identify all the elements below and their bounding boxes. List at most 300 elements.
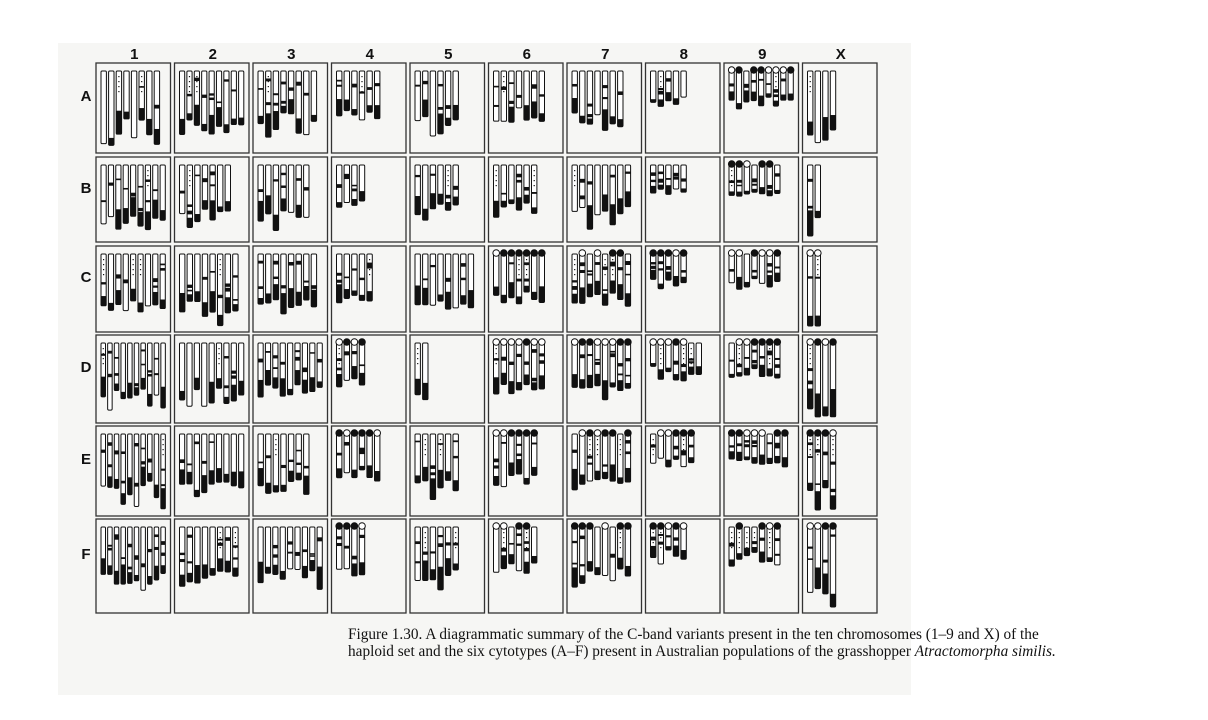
- row-label-c: C: [80, 269, 92, 286]
- chromosome: [423, 343, 428, 400]
- chromosome: [139, 71, 144, 120]
- chromosome: [572, 254, 577, 303]
- chromosome: [337, 165, 342, 207]
- chromosome: [807, 339, 814, 409]
- chromosome: [736, 523, 743, 560]
- chromosome: [775, 165, 780, 193]
- chromosome: [134, 434, 139, 506]
- chromosome: [729, 527, 734, 566]
- chromosome: [415, 527, 420, 581]
- cell-a-x: [803, 63, 878, 153]
- chromosome: [148, 343, 153, 406]
- chromosome: [580, 165, 585, 208]
- chromosome: [532, 165, 537, 213]
- chromosome: [430, 71, 435, 136]
- chromosome: [415, 165, 420, 215]
- chromosome: [666, 71, 671, 101]
- chromosome: [468, 254, 473, 308]
- chromosome: [195, 527, 200, 583]
- chromosome: [359, 165, 364, 201]
- chromosome: [210, 254, 215, 312]
- cell-a-2: [175, 63, 250, 153]
- chromosome: [121, 343, 126, 399]
- chromosome: [266, 254, 271, 303]
- chromosome: [617, 250, 624, 300]
- cell-f-9: [724, 519, 799, 613]
- chromosome: [493, 250, 500, 296]
- chromosome: [180, 71, 185, 134]
- chromosome: [445, 527, 450, 576]
- chromosome: [728, 67, 734, 100]
- chromosome: [673, 339, 680, 380]
- chromosome: [296, 165, 301, 217]
- cell-e-2: [175, 426, 250, 516]
- chromosome: [123, 165, 128, 223]
- chromosome: [501, 523, 508, 569]
- chromosome: [516, 523, 523, 571]
- chromosome: [822, 523, 829, 594]
- chromosome: [808, 165, 813, 236]
- chromosome: [766, 523, 773, 562]
- chromosome: [602, 430, 609, 479]
- chromosome: [651, 165, 656, 193]
- chromosome: [344, 165, 349, 203]
- chromosome: [773, 67, 779, 106]
- chromosome: [516, 165, 521, 210]
- cell-d-5: [410, 335, 485, 423]
- chromosome: [807, 430, 814, 491]
- cell-e-4: [332, 426, 407, 516]
- chromosome: [618, 165, 623, 214]
- chromosome: [758, 67, 764, 106]
- chromosome: [587, 71, 592, 124]
- chromosome: [430, 254, 435, 305]
- chromosome: [744, 527, 749, 556]
- chromosome: [658, 71, 663, 106]
- chromosome: [273, 71, 278, 130]
- chromosome: [128, 434, 133, 495]
- chromosome: [680, 250, 687, 283]
- chromosome: [281, 434, 286, 491]
- chromosome: [516, 430, 523, 474]
- chromosome: [180, 434, 185, 484]
- chromosome: [202, 434, 207, 493]
- chromosome: [696, 343, 701, 374]
- cell-f-4: [332, 519, 407, 613]
- chromosome: [650, 339, 657, 367]
- chromosome: [438, 165, 443, 204]
- chromosome: [351, 523, 358, 576]
- chromosome: [344, 71, 349, 111]
- chromosome: [194, 71, 199, 125]
- chromosome: [121, 434, 126, 504]
- chromosome: [352, 165, 357, 205]
- chromosome: [524, 165, 529, 203]
- chromosome: [736, 67, 742, 109]
- chromosome: [774, 250, 781, 282]
- cell-b-5: [410, 157, 485, 242]
- chromosome: [145, 165, 150, 230]
- chromosome: [501, 165, 506, 207]
- chromosome: [523, 339, 530, 385]
- chromosome: [509, 527, 514, 564]
- chromosome: [317, 343, 322, 387]
- cell-d-9: [724, 335, 799, 423]
- chromosome: [109, 71, 114, 145]
- chromosome: [830, 430, 837, 510]
- chromosome: [344, 254, 349, 298]
- cell-a-9: [724, 63, 799, 153]
- chromosome: [516, 339, 523, 390]
- chromosome: [744, 161, 751, 194]
- chromosome: [665, 339, 672, 372]
- chromosome: [453, 71, 458, 120]
- chromosome: [311, 254, 316, 307]
- chromosome: [516, 250, 523, 304]
- cell-e-x: [803, 426, 878, 516]
- chromosome: [359, 254, 364, 300]
- chromosome: [209, 71, 214, 134]
- chromosome: [759, 161, 766, 194]
- chromosome: [453, 165, 458, 205]
- chromosome: [666, 165, 671, 194]
- chromosome: [673, 71, 678, 104]
- chromosome: [280, 343, 285, 396]
- chromosome: [154, 343, 159, 395]
- chromosome: [759, 430, 766, 465]
- chromosome: [281, 254, 286, 314]
- chromosome: [609, 250, 616, 293]
- chromosome: [141, 527, 146, 590]
- chromosome: [153, 254, 158, 305]
- chromosome: [509, 165, 514, 204]
- chromosome: [651, 71, 656, 102]
- chromosome: [266, 71, 271, 137]
- column-label-8: 8: [679, 46, 688, 63]
- chromosome: [296, 71, 301, 133]
- chromosome: [131, 254, 136, 301]
- chromosome: [225, 527, 230, 572]
- chromosome: [579, 339, 586, 388]
- cell-a-7: [567, 63, 642, 153]
- chromosome: [101, 434, 106, 486]
- chromosome: [744, 71, 749, 102]
- cell-d-1: [96, 335, 171, 423]
- cell-b-3: [253, 157, 328, 242]
- chromosome: [216, 434, 221, 482]
- chromosome: [461, 254, 466, 304]
- chromosome: [124, 71, 129, 119]
- chromosome: [160, 254, 165, 309]
- chromosome: [673, 165, 678, 189]
- chromosome: [774, 339, 781, 378]
- cell-a-3: [253, 63, 328, 153]
- chromosome: [751, 430, 758, 463]
- chromosome: [494, 165, 499, 217]
- chromosome: [759, 523, 766, 562]
- chromosome: [415, 434, 420, 483]
- chromosome: [344, 430, 351, 473]
- chromosome: [273, 165, 278, 230]
- chromosome: [134, 527, 139, 581]
- chromosome: [224, 71, 229, 133]
- chromosome: [224, 343, 229, 403]
- chromosome: [180, 527, 185, 586]
- chromosome: [145, 254, 150, 306]
- chromosome: [187, 254, 192, 301]
- chromosome: [101, 343, 106, 397]
- chromosome: [101, 254, 106, 306]
- chromosome: [587, 165, 592, 229]
- chromosome: [736, 339, 743, 376]
- chromosome: [114, 343, 119, 391]
- chromosome: [650, 250, 657, 280]
- figure-caption: [348, 626, 1208, 660]
- row-label-b: B: [80, 179, 92, 197]
- chromosome: [618, 434, 623, 483]
- chromosome: [225, 165, 230, 211]
- chromosome: [337, 254, 342, 303]
- chromosome: [572, 434, 577, 490]
- chromosome: [187, 343, 192, 406]
- cell-b-9: [724, 157, 799, 242]
- column-label-5: 5: [444, 46, 453, 63]
- chromosome: [128, 527, 133, 583]
- chromosome: [751, 67, 757, 101]
- chromosome: [180, 254, 185, 312]
- chromosome: [625, 254, 630, 306]
- chromosome: [572, 165, 577, 211]
- chromosome: [493, 339, 500, 394]
- chromosome: [296, 254, 301, 305]
- chromosome: [288, 527, 293, 569]
- chromosome: [752, 527, 757, 552]
- chromosome: [304, 165, 309, 217]
- chromosome: [311, 71, 316, 121]
- chromosome: [108, 343, 113, 410]
- chromosome: [280, 527, 285, 579]
- chromosome: [602, 254, 607, 305]
- chromosome: [595, 165, 600, 215]
- chromosome: [751, 339, 758, 369]
- chromosome: [160, 165, 165, 220]
- chromosome: [302, 343, 307, 393]
- chromosome: [587, 430, 594, 481]
- chromosome: [625, 339, 632, 389]
- cell-c-2: [175, 246, 250, 332]
- chromosome: [532, 527, 537, 563]
- chromosome: [595, 71, 600, 115]
- cell-e-8: [646, 426, 721, 516]
- chromosome: [233, 527, 238, 576]
- chromosome: [374, 430, 381, 481]
- chromosome: [187, 527, 192, 582]
- chromosome: [138, 165, 143, 226]
- chromosome: [121, 527, 126, 584]
- cell-f-6: [489, 519, 564, 613]
- chromosome: [295, 527, 300, 569]
- chromosome: [231, 343, 236, 401]
- chromosome: [116, 71, 121, 134]
- chromosome: [508, 339, 515, 394]
- chromosome: [822, 339, 829, 416]
- chromosome: [359, 430, 366, 470]
- caption-line-2-text: haploid set and the six cytotypes (A–F) present in Australian populations of the grasshopper: [348, 643, 915, 660]
- chromosome: [194, 434, 199, 497]
- chromosome: [602, 339, 609, 400]
- chromosome: [288, 343, 293, 395]
- chromosome: [736, 161, 743, 196]
- chromosome: [101, 527, 106, 574]
- chromosome: [202, 254, 207, 316]
- chromosome: [141, 343, 146, 389]
- chromosome: [625, 523, 632, 576]
- chromosome: [216, 71, 221, 126]
- cell-c-1: [96, 246, 171, 332]
- cell-a-8: [646, 63, 721, 153]
- chromosome: [815, 523, 822, 589]
- chromosome: [148, 434, 153, 481]
- chromosome: [336, 339, 343, 387]
- chromosome: [579, 523, 586, 584]
- cell-f-2: [175, 519, 250, 613]
- chromosome: [830, 339, 837, 417]
- chromosome: [359, 339, 366, 385]
- cell-a-6: [489, 63, 564, 153]
- chromosome: [571, 523, 578, 587]
- chromosome: [579, 250, 586, 304]
- cell-c-4: [332, 246, 407, 332]
- chromosome: [210, 527, 215, 575]
- cell-a-1: [96, 63, 171, 153]
- chromosome: [194, 343, 199, 390]
- chromosome: [161, 527, 166, 573]
- chromosome: [108, 165, 113, 217]
- cell-a-4: [332, 63, 407, 153]
- chromosome: [344, 523, 351, 569]
- chromosome: [681, 71, 686, 97]
- chromosome: [423, 434, 428, 481]
- chromosome: [352, 254, 357, 295]
- chromosome: [131, 165, 136, 216]
- cell-c-x: [803, 246, 878, 332]
- chromosome: [688, 430, 695, 463]
- chromosome: [524, 71, 529, 120]
- column-label-7: 7: [601, 46, 610, 63]
- cell-b-7: [567, 157, 642, 242]
- chromosome: [658, 523, 665, 564]
- chromosome: [154, 527, 159, 580]
- chromosome: [571, 339, 578, 388]
- chromosome: [415, 343, 420, 395]
- chromosome: [774, 430, 781, 463]
- chromosome: [310, 343, 315, 392]
- cell-c-6: [489, 246, 564, 332]
- column-label-6: 6: [522, 46, 531, 63]
- chromosome: [782, 430, 789, 467]
- chromosome: [539, 339, 546, 389]
- chromosome: [625, 430, 632, 482]
- chromosome: [195, 165, 200, 222]
- chromosome: [602, 523, 609, 576]
- caption-line-1: Figure 1.30. A diagrammatic summary of the C-band variants present in the ten chromosomes (1–9 and X) of the: [348, 626, 1039, 643]
- chromosome: [523, 250, 530, 292]
- chromosome: [587, 523, 594, 571]
- cell-d-6: [489, 335, 564, 423]
- chromosome: [336, 523, 343, 570]
- chromosome: [273, 434, 278, 492]
- cell-e-7: [567, 426, 642, 516]
- chromosome: [531, 339, 538, 390]
- chromosome: [359, 523, 366, 575]
- chromosome: [744, 430, 751, 460]
- chromosome: [116, 165, 121, 229]
- cell-d-7: [567, 335, 642, 423]
- chromosome: [665, 250, 672, 280]
- chromosome: [523, 523, 530, 574]
- chromosome: [281, 71, 286, 113]
- chromosome: [415, 71, 420, 121]
- chromosome: [218, 527, 223, 571]
- chromosome: [288, 165, 293, 212]
- chromosome: [288, 71, 293, 114]
- chromosome: [147, 71, 152, 135]
- chromosome: [337, 71, 342, 116]
- cell-f-x: [803, 519, 878, 613]
- chromosome: [202, 165, 207, 209]
- chromosome: [780, 67, 786, 100]
- chromosome: [218, 165, 223, 212]
- chromosome: [258, 343, 263, 397]
- chromosome: [680, 339, 687, 381]
- cell-d-3: [253, 335, 328, 423]
- chromosome: [822, 430, 829, 488]
- chromosome: [296, 434, 301, 480]
- chromosome: [658, 165, 663, 189]
- chromosome: [239, 343, 244, 395]
- chromosome: [587, 339, 594, 388]
- column-label-9: 9: [758, 46, 767, 63]
- cell-e-9: [724, 426, 799, 516]
- chromosome: [114, 527, 119, 584]
- caption-species: Atractomorpha similis.: [914, 643, 1056, 660]
- cell-d-x: [803, 335, 878, 423]
- chromosome: [767, 434, 772, 464]
- chromosome: [752, 165, 757, 192]
- chromosome: [195, 254, 200, 302]
- chromosome: [736, 430, 743, 461]
- chromosome: [210, 165, 215, 220]
- chromosome: [209, 434, 214, 484]
- cell-b-4: [332, 157, 407, 242]
- cell-e-1: [96, 426, 171, 516]
- chromosome: [187, 71, 192, 120]
- chromosome: [766, 161, 773, 196]
- chromosome: [744, 339, 751, 375]
- chromosome: [344, 339, 351, 381]
- cell-b-6: [489, 157, 564, 242]
- chromosome: [509, 71, 514, 122]
- chromosome: [610, 71, 615, 124]
- chromosome: [224, 434, 229, 482]
- chromosome: [815, 165, 820, 218]
- chromosome: [273, 527, 278, 575]
- chromosome: [273, 343, 278, 388]
- chromosome: [304, 434, 309, 494]
- chromosome: [453, 254, 458, 308]
- chromosome: [445, 434, 450, 480]
- chromosome: [258, 527, 263, 583]
